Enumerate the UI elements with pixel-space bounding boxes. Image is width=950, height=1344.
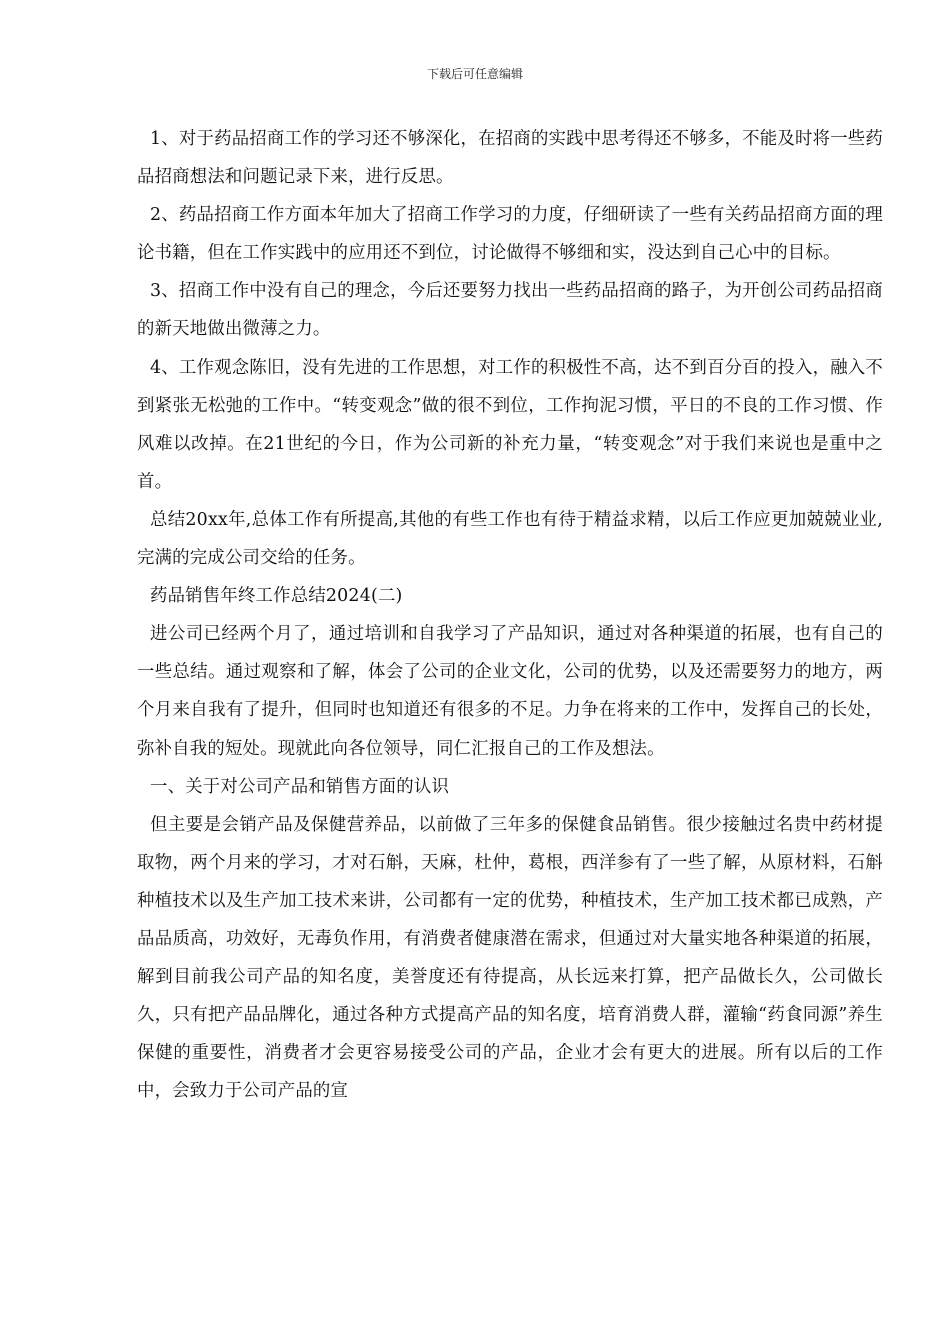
paragraph-2: 2、药品招商工作方面本年加大了招商工作学习的力度，仔细研读了一些有关药品招商方面的理论书籍，但在工作实践中的应用还不到位，讨论做得不够细和实，没达到自己心中的目标。 <box>137 205 883 264</box>
subsection-heading: 一、关于对公司产品和销售方面的认识 <box>150 776 450 797</box>
paragraph-1: 1、对于药品招商工作的学习还不够深化，在招商的实践中思考得还不够多，不能及时将一些药品招商想法和问题记录下来，进行反思。 <box>137 129 883 188</box>
document-body <box>137 120 883 1110</box>
paragraph-summary: 总结20xx年,总体工作有所提高,其他的有些工作也有待于精益求精，以后工作应更加兢兢业业,完满的完成公司交给的任务。 <box>137 509 883 569</box>
paragraph-product: 但主要是会销产品及保健营养品，以前做了三年多的保健食品销售。很少接触过名贵中药材提取物，两个月来的学习，才对石斛，天麻，杜仲，葛根，西洋参有了一些了解，从原材料，石斛种植技术以及生产加工技术来讲，公司都有一定的优势，种植技术，生产加工技术都已成熟，产品品质高，功效好，无毒负作用，有消费者健康潜在需求，但通过对大量实地各种渠道的拓展，解到目前我公司产品的知名度，美誉度还有待提高，从长远来打算，把产品做长久，公司做长久，只有把产品品牌化，通过各种方式提高产品的知名度，培育消费人群，灌输“药食同源”养生保健的重要性，消费者才会更容易接受公司的产品，企业才会有更大的进展。所有以后的工作中，会致力于公司产品的宣 <box>137 814 883 1102</box>
section-title: 药品销售年终工作总结2024(二) <box>150 586 403 607</box>
paragraph-3: 3、招商工作中没有自己的理念，今后还要努力找出一些药品招商的路子，为开创公司药品招商的新天地做出微薄之力。 <box>137 281 883 340</box>
page-header: 下载后可任意编辑 <box>426 67 523 81</box>
paragraph-intro: 进公司已经两个月了，通过培训和自我学习了产品知识，通过对各种渠道的拓展，也有自己的一些总结。通过观察和了解，体会了公司的企业文化，公司的优势，以及还需要努力的地方，两个月来自我有了提升，但同时也知道还有很多的不足。力争在将来的工作中，发挥自己的长处，弥补自我的短处。现就此向各位领导，同仁汇报自己的工作及想法。 <box>137 624 883 759</box>
paragraph-4: 4、工作观念陈旧，没有先进的工作思想，对工作的积极性不高，达不到百分百的投入，融入不到紧张无松弛的工作中。“转变观念”做的很不到位，工作拘泥习惯，平日的不良的工作习惯、作风难以改掉。在21世纪的今日，作为公司新的补充力量，“转变观念”对于我们来说也是重中之首。 <box>137 357 883 492</box>
